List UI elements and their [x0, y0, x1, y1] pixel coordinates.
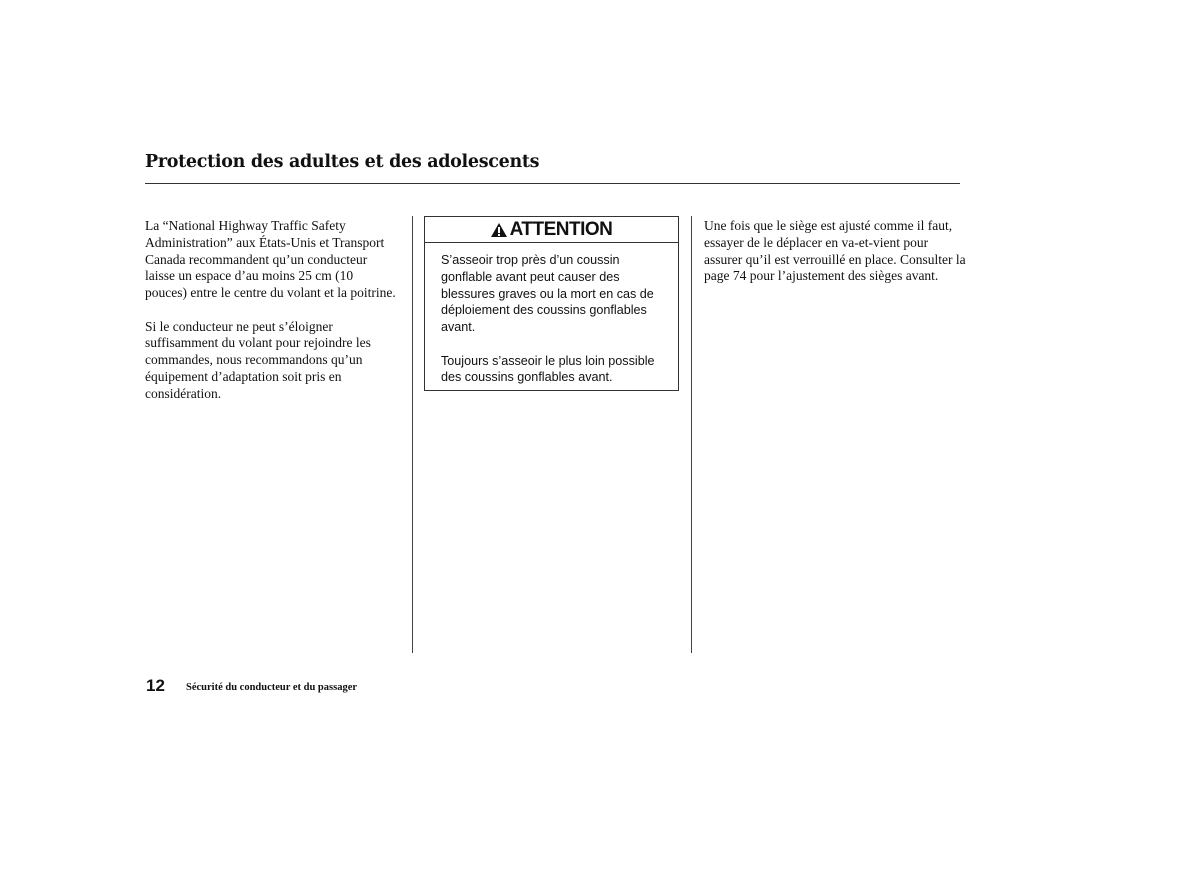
- warning-title: ATTENTION: [509, 218, 613, 240]
- warning-paragraph-1: S’asseoir trop près d’un coussin gonflable avant peut causer des blessures graves ou la mort en cas de déploiement des coussins gonflables avant.: [441, 253, 654, 335]
- right-paragraph-1: Une fois que le siège est ajusté comme il faut, essayer de le déplacer en va-et-vient pour assurer qu’il est verrouillé en place. Consulter la page 74 pour l’ajustement des sièges avant.: [704, 218, 966, 284]
- left-paragraph-1: La “National Highway Traffic Safety Administration” aux États-Unis et Transport Canada recommandent qu’un conducteur laisse un espace d’au moins 25 cm (10 pouces) entre le centre du volant et la poitrine.: [145, 218, 396, 301]
- column-divider-right: [691, 216, 692, 653]
- footer-section-name: Sécurité du conducteur et du passager: [186, 682, 358, 693]
- page-number: 12: [146, 676, 165, 695]
- title-divider: [145, 183, 960, 184]
- warning-paragraph-2: Toujours s’asseoir le plus loin possible des coussins gonflables avant.: [441, 353, 655, 385]
- right-column: [704, 218, 966, 302]
- column-divider-left: [412, 216, 413, 653]
- left-column: [145, 218, 397, 419]
- warning-box: [424, 216, 679, 391]
- warning-header: [425, 217, 678, 243]
- left-paragraph-2: Si le conducteur ne peut s’éloigner suffisamment du volant pour rejoindre les commandes, nous recommandons qu’un équipement d’adaptation soit pris en considération.: [145, 318, 371, 401]
- warning-triangle-icon: [491, 223, 507, 237]
- page-title: Protection des adultes et des adolescents: [145, 152, 540, 172]
- warning-body: [425, 243, 678, 386]
